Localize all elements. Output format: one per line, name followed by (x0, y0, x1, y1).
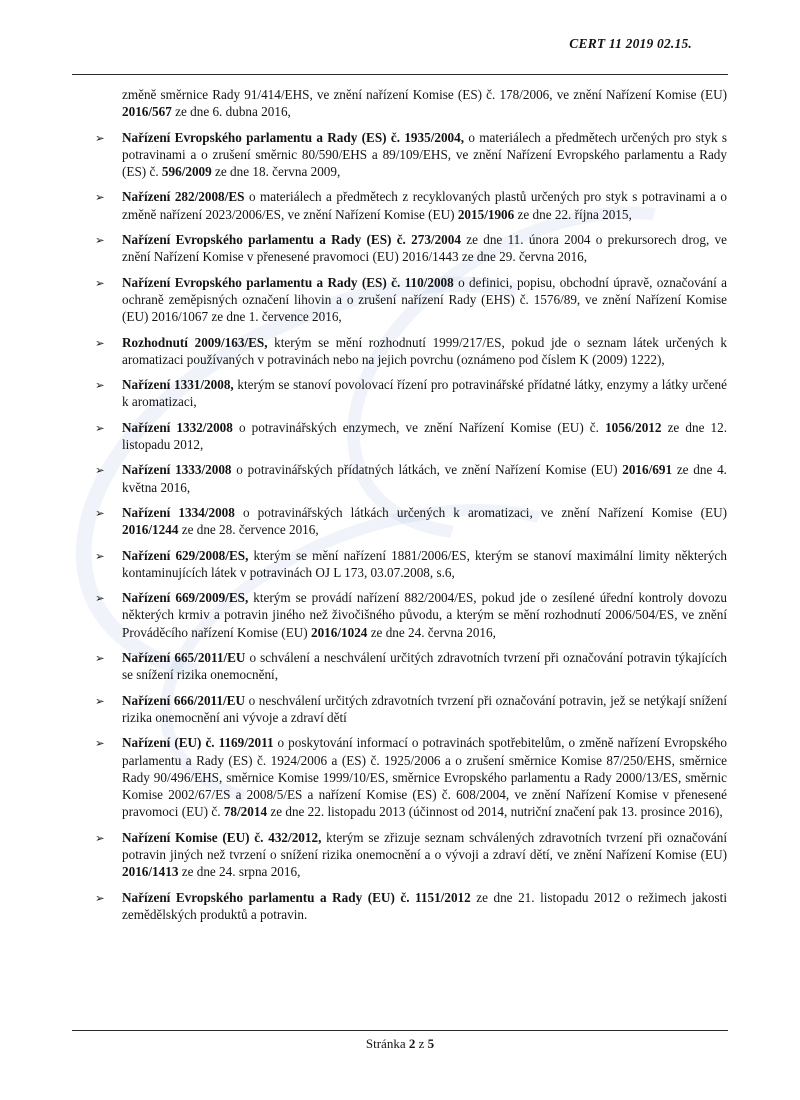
bullet-arrow-icon: ➢ (95, 190, 105, 205)
list-item (75, 692, 727, 727)
list-item-text: Nařízení 1333/2008 o potravinářských přídatných látkách, ve znění Nařízení Komise (EU) 2016/691 ze dne 4. května 2016, (122, 462, 727, 495)
list-item (75, 376, 727, 411)
list-item (75, 504, 727, 539)
list-item (75, 334, 727, 369)
bullet-arrow-icon: ➢ (95, 651, 105, 666)
list-item (75, 649, 727, 684)
bullet-arrow-icon: ➢ (95, 505, 105, 520)
bullet-arrow-icon: ➢ (95, 830, 105, 845)
list-item-text: Nařízení 282/2008/ES o materiálech a předmětech z recyklovaných plastů určených pro styk s potravinami a o změně nařízení 2023/2006/ES, ve znění Nařízení Komise (EU) 2015/1906 ze dne 22. října 2015, (122, 189, 727, 222)
regulation-list (75, 129, 727, 924)
bullet-arrow-icon: ➢ (95, 335, 105, 350)
list-item (75, 129, 727, 181)
bullet-arrow-icon: ➢ (95, 736, 105, 751)
list-item-text: Nařízení 1332/2008 o potravinářských enzymech, ve znění Nařízení Komise (EU) č. 1056/2012 ze dne 12. listopadu 2012, (122, 419, 728, 453)
bullet-arrow-icon: ➢ (95, 463, 105, 478)
list-item (75, 188, 727, 223)
bullet-arrow-icon: ➢ (95, 420, 105, 435)
list-item-text: Nařízení Komise (EU) č. 432/2012, kterým se zřizuje seznam schválených zdravotních tvrzení při označování potravin jiných než tvrzení o snížení rizika onemocnění a o vývoji a zdraví dětí, ve znění Nařízení Komise (EU) 2016/1413 ze dne 24. srpna 2016, (122, 829, 727, 880)
list-item-text: Nařízení Evropského parlamentu a Rady (ES) č. 273/2004 ze dne 11. února 2004 o prekursorech drog, ve znění Nařízení Komise v přenesené pravomoci (EU) 2016/1443 ze dne 29. června 2016, (122, 232, 727, 265)
list-item-text: Nařízení 669/2009/ES, kterým se provádí nařízení 882/2004/ES, pokud jde o zesílené úřední kontroly dovozu některých krmiv a potravin jiného než živočišného původu, a kterým se mění rozhodnutí 2006/504/ES, ve znění Prováděcího nařízení Komise (EU) 2016/1024 ze dne 24. června 2016, (122, 590, 727, 640)
list-item-text: Nařízení (EU) č. 1169/2011 o poskytování informací o potravinách spotřebitelům, o změně nařízení Evropského parlamentu a Rady (ES) č. 1924/2006 a (ES) č. 1925/2006 a o zrušení směrnice Komise 87/250/EHS, směrnice Rady 90/496/EHS, směrnice Komise 1999/10/ES, směrnice Evropského parlamentu a Rady 2000/13/ES, směrnic Komise 2002/67/ES a 2008/5/ES a nařízení Komise (ES) č. 608/2004, ve znění Nařízení Komise v přenesené pravomoci (EU) č. 78/2014 ze dne 22. listopadu 2013 (účinnost od 2014, nutriční značení pak 13. prosince 2016), (122, 735, 727, 820)
document-body (75, 86, 727, 931)
list-item (75, 734, 727, 820)
list-item (75, 274, 727, 326)
bullet-arrow-icon: ➢ (95, 890, 105, 905)
list-item (75, 889, 727, 924)
list-item (75, 547, 727, 582)
bullet-arrow-icon: ➢ (95, 275, 105, 290)
bullet-arrow-icon: ➢ (95, 591, 105, 606)
header-divider-line (72, 74, 728, 75)
list-item (75, 231, 727, 266)
list-item (75, 829, 727, 881)
list-item-text: Nařízení Evropského parlamentu a Rady (EU) č. 1151/2012 ze dne 21. listopadu 2012 o režimech jakosti zemědělských produktů a potravin. (122, 889, 727, 922)
bullet-arrow-icon: ➢ (95, 378, 105, 393)
page-number-footer (0, 1036, 800, 1052)
list-item-text: Nařízení 665/2011/EU o schválení a neschválení určitých zdravotních tvrzení při označování potravin týkajících se snížení rizika onemocnění, (122, 650, 727, 683)
list-item-text: Nařízení 629/2008/ES, kterým se mění nařízení 1881/2006/ES, kterým se stanoví maximální limity některých kontaminujících látek v potravinách OJ L 173, 03.07.2008, s.6, (122, 547, 727, 580)
bullet-arrow-icon: ➢ (95, 693, 105, 708)
list-item-text: Nařízení Evropského parlamentu a Rady (ES) č. 110/2008 o definici, popisu, obchodní úpravě, označování a ochraně zeměpisných označení lihovin a o zrušení nařízení Rady (EHS) č. 1576/89, ve znění Nařízení Komise (EU) 2016/1067 ze dne 1. července 2016, (122, 274, 727, 325)
footer-divider-line (72, 1030, 728, 1031)
bullet-arrow-icon: ➢ (95, 233, 105, 248)
list-item-text: Nařízení 1334/2008 o potravinářských látkách určených k aromatizaci, ve znění Nařízení Komise (EU) 2016/1244 ze dne 28. července 2016, (122, 504, 727, 538)
list-item (75, 589, 727, 641)
footer-text: Stránka 2 z 5 (365, 1036, 435, 1051)
bullet-arrow-icon: ➢ (95, 548, 105, 563)
list-item-text: Nařízení Evropského parlamentu a Rady (ES) č. 1935/2004, o materiálech a předmětech určených pro styk s potravinami a o zrušení směrnic 80/590/EHS a 89/109/EHS, ve znění Nařízení Evropského parlamentu a Rady (ES) č. 596/2009 ze dne 18. června 2009, (122, 129, 727, 180)
list-item-text: Nařízení 1331/2008, kterým se stanoví povolovací řízení pro potravinářské přídatné látky, enzymy a látky určené k aromatizaci, (122, 377, 727, 410)
list-item-text: Nařízení 666/2011/EU o neschválení určitých zdravotních tvrzení při označování potravin, jež se netýkají snížení rizika onemocnění ani vývoje a zdraví dětí (122, 692, 727, 725)
document-header-reference: CERT 11 2019 02.15. (569, 36, 692, 51)
intro-text: změně směrnice Rady 91/414/EHS, ve znění nařízení Komise (ES) č. 178/2006, ve znění Nařízení Komise (EU) 2016/567 ze dne 6. dubna 2016, (122, 87, 727, 120)
intro-paragraph (75, 86, 727, 121)
list-item-text: Rozhodnutí 2009/163/ES, kterým se mění rozhodnutí 1999/217/ES, pokud jde o seznam látek určených k aromatizaci používaných v potravinách nebo na jejich povrchu (oznámeno pod číslem K (2009) 1222), (122, 334, 727, 367)
list-item (75, 461, 727, 496)
bullet-arrow-icon: ➢ (95, 130, 105, 145)
list-item (75, 419, 727, 454)
